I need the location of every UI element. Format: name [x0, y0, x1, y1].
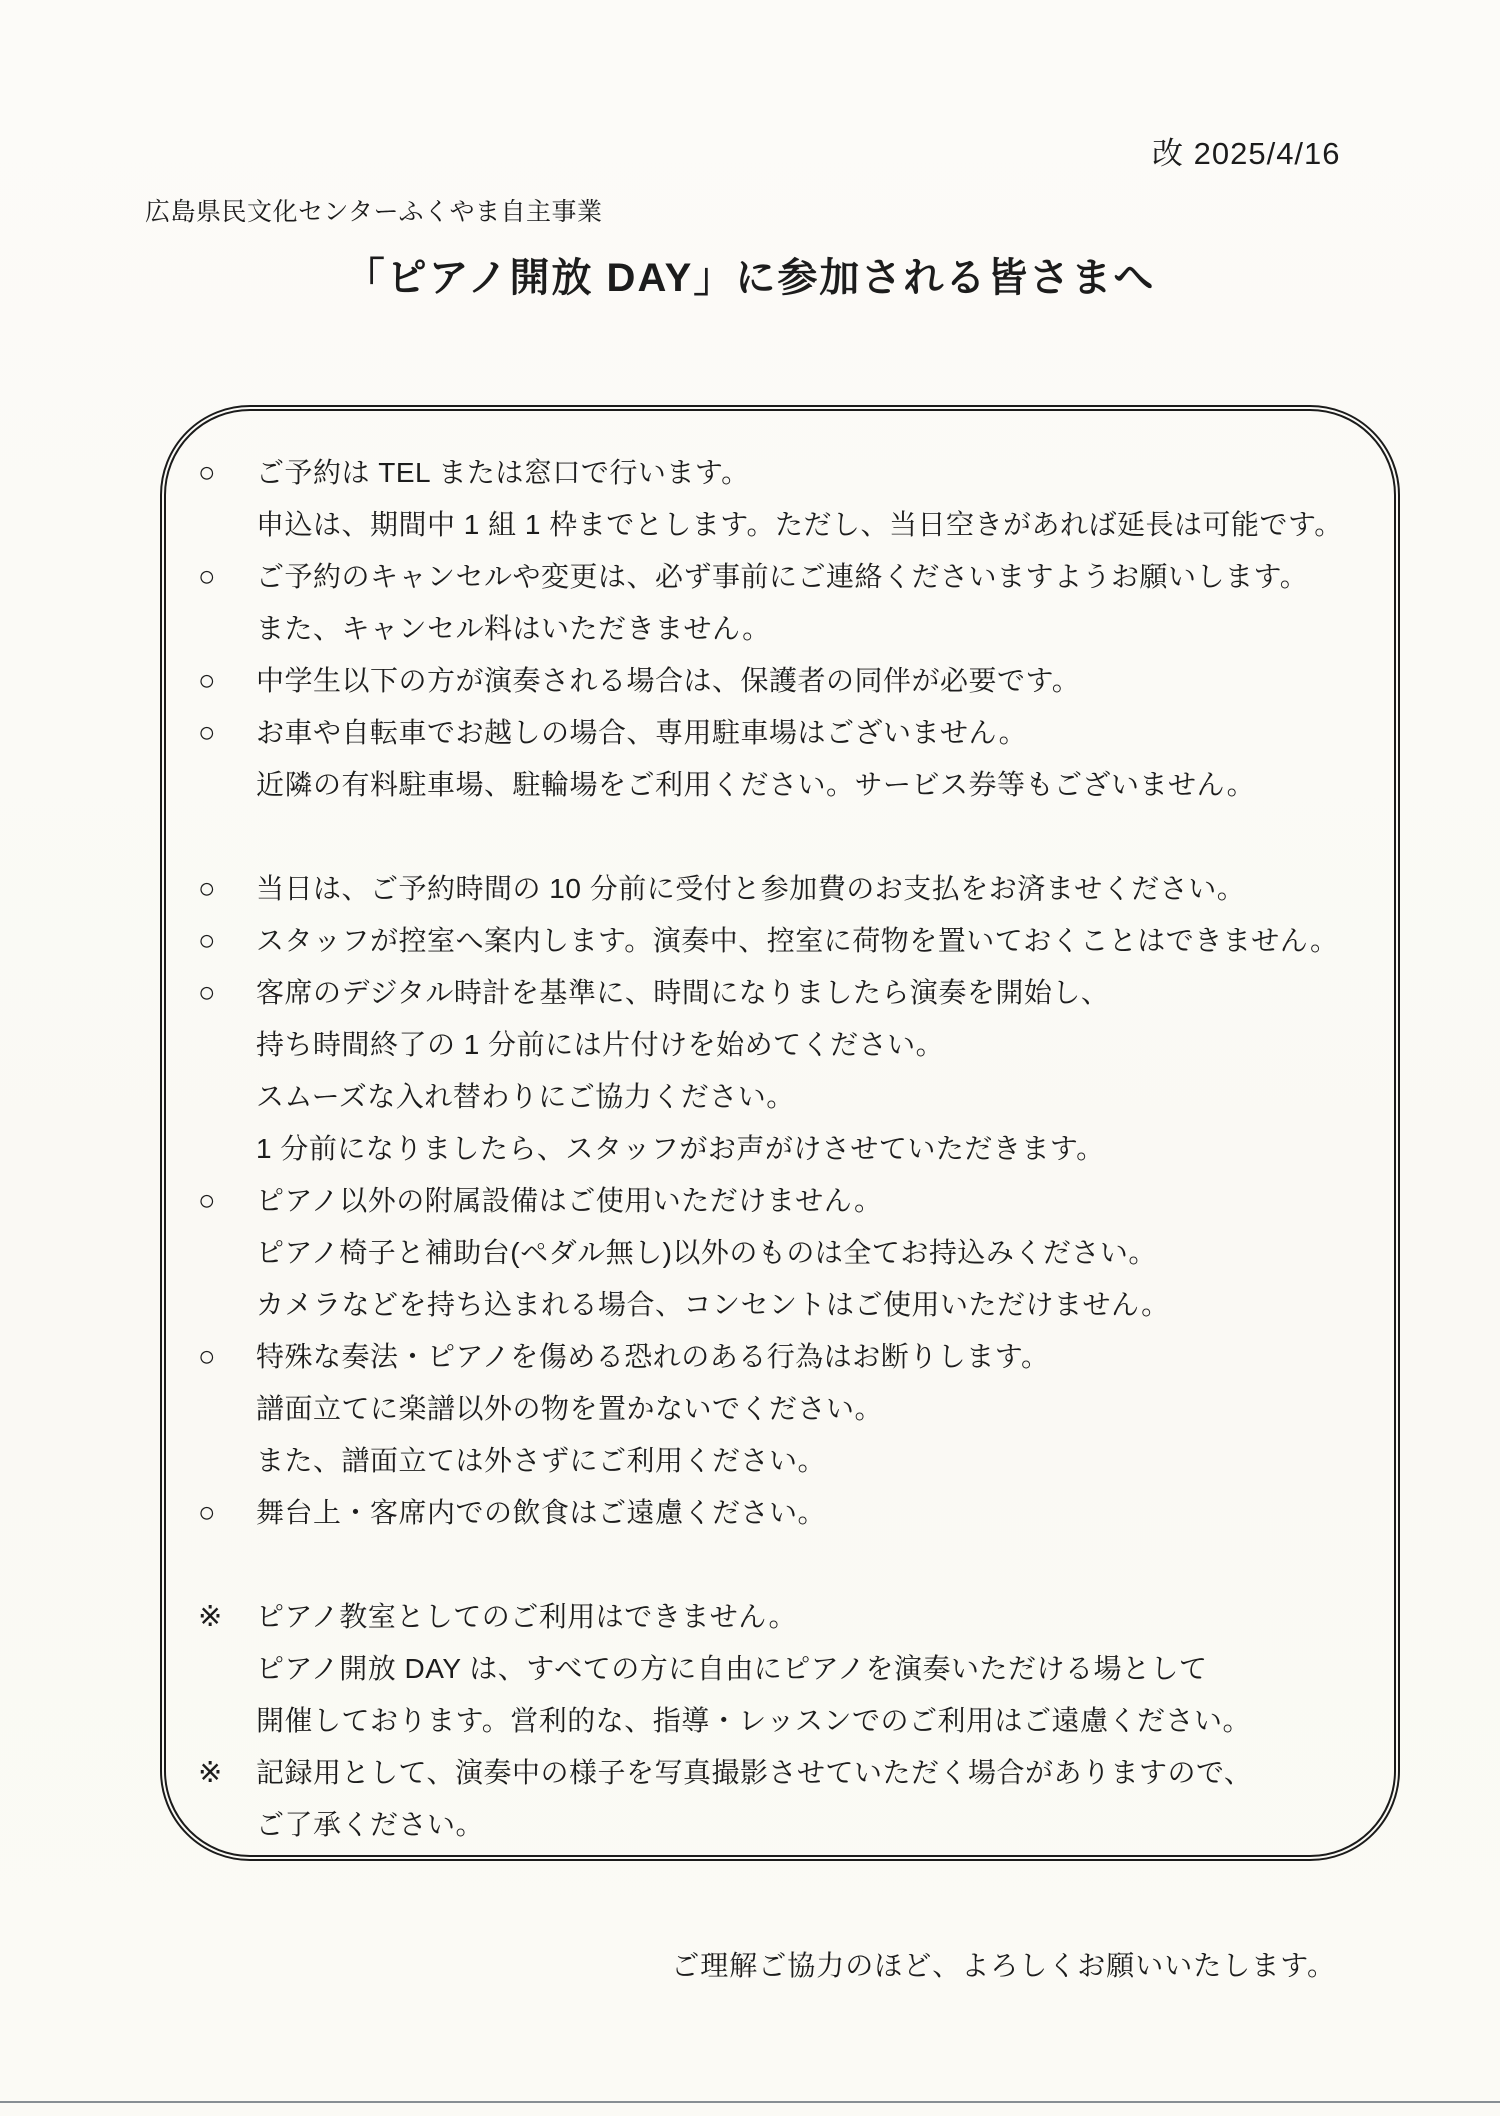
item-line: ご予約のキャンセルや変更は、必ず事前にご連絡くださいますようお願いします。: [256, 561, 1309, 592]
notice-item: [198, 863, 1368, 915]
item-line: 近隣の有料駐車場、駐輪場をご利用ください。サービス券等もございません。: [256, 769, 1256, 800]
circle-bullet-icon: ○: [198, 925, 216, 957]
item-line: ピアノ椅子と補助台(ペダル無し)以外のものは全てお持込みください。: [256, 1237, 1157, 1268]
item-line: ピアノ以外の附属設備はご使用いただけません。: [256, 1185, 883, 1216]
notice-item: [198, 551, 1368, 655]
reference-mark-icon: ※: [198, 1757, 223, 1789]
notice-box: [160, 405, 1400, 1861]
item-lines: [256, 967, 1368, 1175]
document-title: 「ピアノ開放 DAY」に参加される皆さまへ: [344, 256, 1156, 300]
item-line: 譜面立てに楽譜以外の物を置かないでください。: [256, 1393, 884, 1424]
item-line: 持ち時間終了の 1 分前には片付けを始めてください。: [256, 1029, 945, 1060]
item-line: ご予約は TEL または窓口で行います。: [256, 457, 750, 488]
item-line: 1 分前になりましたら、スタッフがお声がけさせていただきます。: [256, 1133, 1105, 1164]
notice-item: [198, 1175, 1368, 1331]
item-line: 開催しております。営利的な、指導・レッスンでのご利用はご遠慮ください。: [256, 1705, 1251, 1736]
circle-bullet-icon: ○: [198, 665, 216, 697]
item-lines: [256, 1331, 1368, 1487]
circle-bullet-icon: ○: [198, 873, 216, 905]
item-lines: [256, 1487, 1368, 1539]
notice-list: [198, 447, 1368, 1851]
item-line: スタッフが控室へ案内します。演奏中、控室に荷物を置いておくことはできません。: [256, 925, 1339, 956]
notice-item: [198, 655, 1368, 707]
item-line: お車や自転車でお越しの場合、専用駐車場はございません。: [256, 717, 1028, 748]
item-lines: [256, 915, 1368, 967]
circle-bullet-icon: ○: [198, 717, 216, 749]
notice-item: [198, 1487, 1368, 1539]
item-line: カメラなどを持ち込まれる場合、コンセントはご使用いただけません。: [256, 1289, 1170, 1320]
item-line: 記録用として、演奏中の様子を写真撮影させていただく場合がありますので、: [256, 1757, 1253, 1788]
item-lines: [256, 1591, 1368, 1747]
item-line: 当日は、ご予約時間の 10 分前に受付と参加費のお支払をお済ませください。: [256, 873, 1246, 904]
item-lines: [256, 707, 1368, 811]
notice-item: [198, 1747, 1368, 1851]
item-line: また、譜面立ては外さずにご利用ください。: [256, 1445, 827, 1476]
scan-edge-line: [0, 2101, 1500, 2103]
item-lines: [256, 1175, 1368, 1331]
notice-item: [198, 1331, 1368, 1487]
item-line: 申込は、期間中 1 組 1 枠までとします。ただし、当日空きがあれば延長は可能です。: [256, 509, 1343, 540]
circle-bullet-icon: ○: [198, 977, 216, 1009]
item-lines: [256, 447, 1368, 551]
circle-bullet-icon: ○: [198, 561, 216, 593]
revision-date: 改 2025/4/16: [1152, 136, 1341, 171]
closing-remark: ご理解ご協力のほど、よろしくお願いいたします。: [671, 1950, 1336, 1981]
item-lines: [256, 1747, 1368, 1851]
reference-mark-icon: ※: [198, 1601, 223, 1633]
circle-bullet-icon: ○: [198, 1341, 216, 1373]
item-line: スムーズな入れ替わりにご協力ください。: [256, 1081, 795, 1112]
circle-bullet-icon: ○: [198, 1185, 216, 1217]
notice-item: [198, 707, 1368, 811]
item-line: 客席のデジタル時計を基準に、時間になりましたら演奏を開始し、: [256, 977, 1110, 1008]
item-line: ピアノ教室としてのご利用はできません。: [256, 1601, 797, 1632]
notice-item: [198, 915, 1368, 967]
item-line: ご了承ください。: [256, 1809, 485, 1840]
circle-bullet-icon: ○: [198, 1497, 216, 1529]
item-line: 中学生以下の方が演奏される場合は、保護者の同伴が必要です。: [256, 665, 1081, 696]
item-line: 舞台上・客席内での飲食はご遠慮ください。: [256, 1497, 827, 1528]
item-line: 特殊な奏法・ピアノを傷める恐れのある行為はお断りします。: [256, 1341, 1050, 1372]
item-lines: [256, 655, 1368, 707]
item-line: ピアノ開放 DAY は、すべての方に自由にピアノを演奏いただける場として: [256, 1653, 1208, 1684]
item-lines: [256, 551, 1368, 655]
notice-item: [198, 447, 1368, 551]
organization-name: 広島県民文化センターふくやま自主事業: [145, 198, 603, 226]
item-lines: [256, 863, 1368, 915]
item-line: また、キャンセル料はいただきません。: [256, 613, 771, 644]
notice-item: [198, 967, 1368, 1175]
notice-item: [198, 1591, 1368, 1747]
circle-bullet-icon: ○: [198, 457, 216, 489]
